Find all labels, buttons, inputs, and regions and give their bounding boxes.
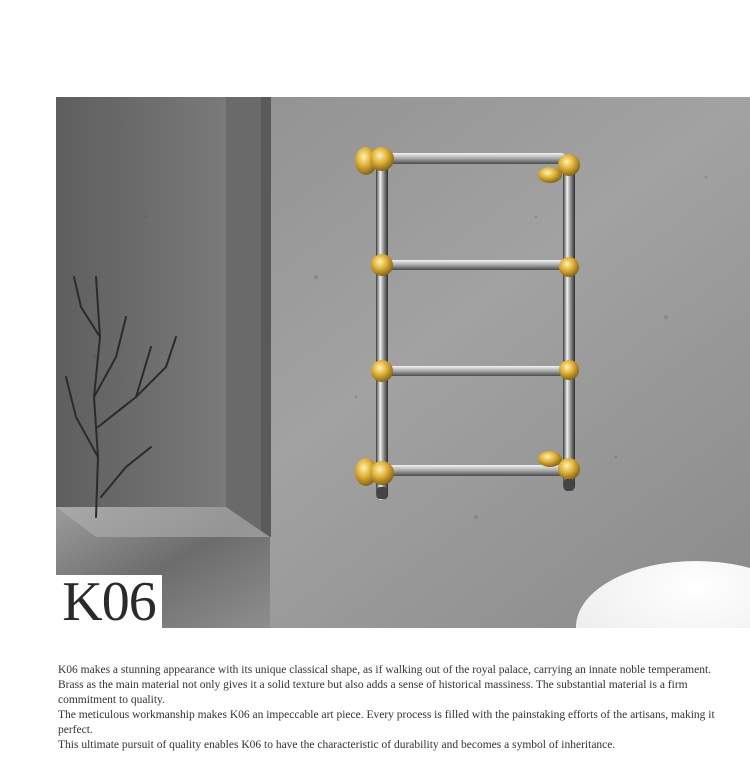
description-paragraph: This ultimate pursuit of quality enables K06 to have the characteristic of durability and becomes a symbol of inheritance.	[58, 739, 616, 751]
model-label: K06	[56, 575, 162, 630]
hero-scene	[56, 97, 750, 628]
description-paragraph: The meticulous workmanship makes K06 an impeccable art piece. Every process is filled with the painstaking efforts of the artisans, making it perfect.	[58, 709, 715, 736]
product-hero-image	[56, 97, 750, 628]
description-paragraph: Brass as the main material not only gives it a solid texture but also adds a sense of historical massiness. The substantial material is a firm commitment to quality.	[58, 679, 688, 706]
description-paragraph: K06 makes a stunning appearance with its unique classical shape, as if walking out of the royal palace, carrying an innate noble temperament.	[58, 664, 712, 676]
product-description	[58, 663, 728, 753]
